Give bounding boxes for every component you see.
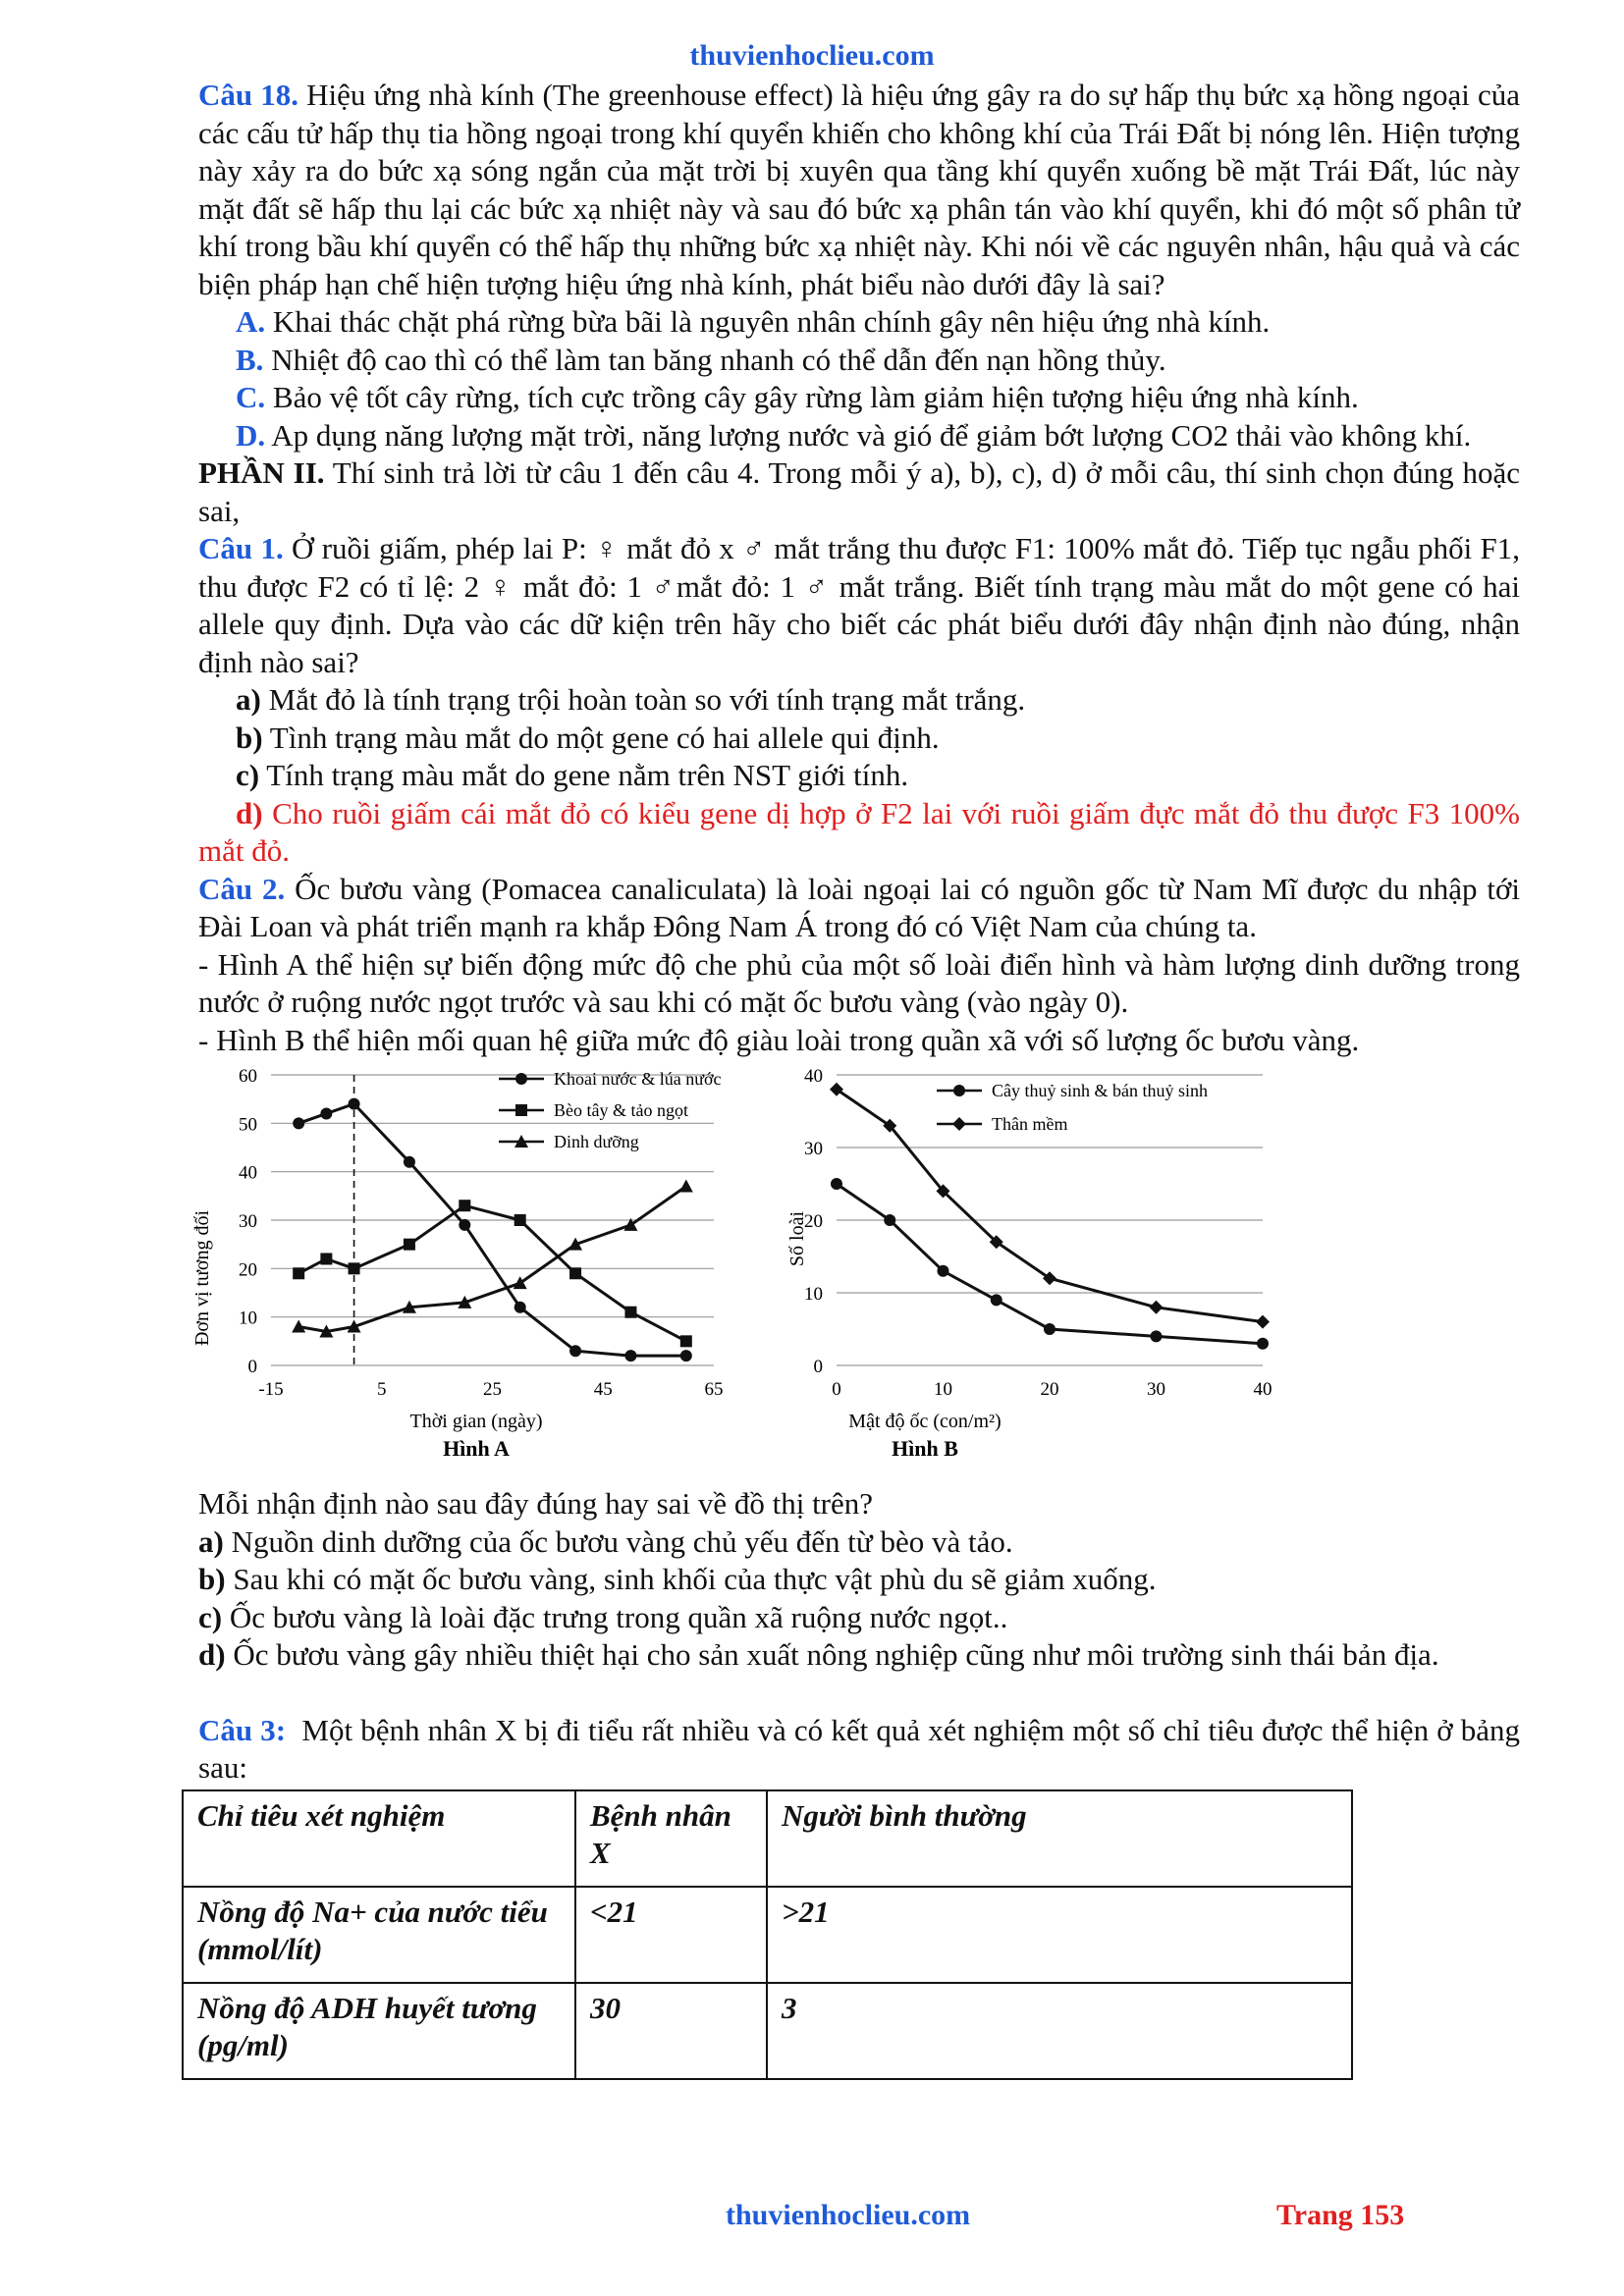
chart-a-ytick-label: 20 <box>239 1259 257 1281</box>
q18-option-d: D. Ap dụng năng lượng mặt trời, năng lượng nước và gió để giảm bớt lượng CO2 thải vào không khí. <box>236 417 1472 453</box>
chart-b-data-point <box>884 1214 895 1226</box>
table-header-row <box>183 1790 1352 1887</box>
chart-a-data-point <box>293 1117 304 1129</box>
chart-b-data-point <box>1256 1315 1270 1329</box>
table-header-cell: Chỉ tiêu xét nghiệm <box>183 1790 575 1887</box>
q2-item-d: d) Ốc bươu vàng gây nhiều thiệt hại cho sản xuất nông nghiệp cũng như môi trường sinh thái bản địa. <box>198 1637 1439 1672</box>
chart-a-ytick-label: 30 <box>239 1211 257 1232</box>
chart-a-caption: Hình A <box>443 1436 510 1461</box>
q18-option-c: C. Bảo vệ tốt cây rừng, tích cực trồng cây gây rừng làm giảm hiện tượng hiệu ứng nhà kính. <box>236 380 1359 414</box>
chart-a-legend-marker <box>515 1104 527 1116</box>
chart-a-data-point <box>320 1107 332 1119</box>
chart-a-ylabel: Đơn vị tương đối <box>191 1209 213 1347</box>
chart-hinh-a <box>187 1067 736 1479</box>
chart-a-data-point <box>349 1262 360 1274</box>
chart-a-data-point <box>404 1156 415 1168</box>
chart-b-data-point <box>1150 1301 1164 1314</box>
q1-stem: Câu 1. Ở ruồi giấm, phép lai P: ♀ mắt đỏ x ♂ mắt trắng thu được F1: 100% mắt đỏ. Tiếp tục ngẫu phối F1, thu được F2 có tỉ lệ: 2 ♀ mắt đỏ: 1 ♂mắt đỏ: 1 ♂ mắt trắng. Biết tính trạng màu mắt do một gene có hai allele quy định. Dựa vào các dữ kiện trên hãy cho biết các phát biểu dưới đây nhận định nào đúng, nhận định nào sai? <box>198 531 1520 679</box>
chart-b-xtick-label: 40 <box>1253 1379 1272 1400</box>
chart-b-xtick-label: 0 <box>832 1379 841 1400</box>
chart-b-legend-marker <box>952 1117 966 1131</box>
chart-a-ytick-label: 40 <box>239 1162 257 1184</box>
chart-a-data-point <box>624 1350 636 1362</box>
chart-b-data-point <box>1151 1330 1163 1342</box>
chart-b-series-line <box>837 1184 1263 1344</box>
chart-a-legend-label: Dinh dưỡng <box>554 1132 639 1151</box>
q1-item-d: d) Cho ruồi giấm cái mắt đỏ có kiểu gene dị hợp ở F2 lai với ruồi giấm đực mắt đỏ thu được F3 100% mắt đỏ. <box>198 795 1521 868</box>
chart-a-data-point <box>680 1350 692 1362</box>
chart-a-plot <box>239 1067 724 1400</box>
table-cell: 30 <box>575 1983 767 2079</box>
table-header-cell: Bệnh nhân X <box>575 1790 767 1887</box>
chart-b-ytick-label: 30 <box>804 1139 823 1159</box>
table-cell: Nồng độ ADH huyết tương (pg/ml) <box>183 1983 575 2079</box>
part2-heading: PHẦN II. Thí sinh trả lời từ câu 1 đến câu 4. Trong mỗi ý a), b), c), d) ở mỗi câu, thí sinh chọn đúng hoặc sai, <box>198 455 1520 528</box>
chart-a-data-point <box>679 1179 693 1192</box>
q18-option-a: A. Khai thác chặt phá rừng bừa bãi là nguyên nhân chính gây nên hiệu ứng nhà kính. <box>236 304 1271 339</box>
q1-item-a: a) Mắt đỏ là tính trạng trội hoàn toàn so với tính trạng mắt trắng. <box>236 682 1026 717</box>
chart-a-xtick-label: 25 <box>483 1379 502 1400</box>
q3-stem: Câu 3: Một bệnh nhân X bị đi tiểu rất nhiều và có kết quả xét nghiệm một số chỉ tiêu được thể hiện ở bảng sau: <box>198 1712 1521 1785</box>
chart-a-ytick-label: 10 <box>239 1308 257 1329</box>
chart-a-data-point <box>514 1214 526 1226</box>
chart-a-data-point <box>404 1239 415 1251</box>
chart-a-data-point <box>459 1200 470 1211</box>
q2-line-b: - Hình B thể hiện mối quan hệ giữa mức độ giàu loài trong quần xã với số lượng ốc bươu vàng. <box>198 1022 1360 1057</box>
q2-item-c: c) Ốc bươu vàng là loài đặc trưng trong quần xã ruộng nước ngọt.. <box>198 1599 1008 1634</box>
q2-stem: Câu 2. Ốc bươu vàng (Pomacea canaliculata) là loài ngoại lai có nguồn gốc từ Nam Mĩ được du nhập tới Đài Loan và phát triển mạnh ra khắp Đông Nam Á trong đó có Việt Nam của chúng ta. <box>198 871 1520 943</box>
chart-a-data-point <box>624 1307 636 1318</box>
chart-b-ytick-label: 0 <box>813 1357 823 1377</box>
chart-a-data-point <box>293 1267 304 1279</box>
chart-a-ytick-label: 0 <box>247 1357 257 1377</box>
chart-a-xtick-label: 45 <box>593 1379 613 1400</box>
q18-label: Câu 18. <box>198 78 298 112</box>
lab-results-table <box>182 1789 1353 2080</box>
chart-b-xtick-label: 10 <box>934 1379 952 1400</box>
chart-a-data-point <box>569 1345 581 1357</box>
q2-item-a: a) Nguồn dinh dưỡng của ốc bươu vàng chủ yếu đến từ bèo và tảo. <box>198 1523 1013 1559</box>
q18-stem: Câu 18. Hiệu ứng nhà kính (The greenhouse effect) là hiệu ứng gây ra do sự hấp thụ bức xạ hồng ngoại của các cấu tử hấp thụ tia hồng ngoại trong khí quyển khiến cho không khí của Trái Đất bị nóng lên. Hiện tượng này xảy ra do bức xạ sóng ngắn của mặt trời bị xuyên qua tầng khí quyển xuống bề mặt Trái Đất, lúc này mặt đất sẽ hấp thu lại các bức xạ nhiệt này và sau đó bức xạ phân tán vào khí quyển, khi đó một số phân tử khí trong bầu khí quyển có thể hấp thụ những bức xạ nhiệt này. Khi nói về các nguyên nhân, hậu quả và các biện pháp hạn chế hiện tượng hiệu ứng nhà kính, phát biểu nào dưới đây là sai? <box>198 78 1520 301</box>
chart-b-legend-label: Cây thuỷ sinh & bán thuỷ sinh <box>992 1081 1208 1100</box>
q1-label: Câu 1. <box>198 531 284 565</box>
chart-b-ytick-label: 10 <box>804 1284 823 1305</box>
chart-a-data-point <box>569 1267 581 1279</box>
page-number: Trang 153 <box>1276 2199 1405 2231</box>
chart-a-data-point <box>459 1219 470 1231</box>
part2-label: PHẦN II. <box>198 455 325 490</box>
chart-b-xlabel: Mật độ ốc (con/m²) <box>848 1411 1001 1432</box>
chart-a-legend-marker <box>515 1073 527 1085</box>
q2-item-b: b) Sau khi có mặt ốc bươu vàng, sinh khối của thực vật phù du sẽ giảm xuống. <box>198 1562 1157 1596</box>
chart-b-data-point <box>1044 1323 1056 1335</box>
chart-a-xtick-label: 65 <box>704 1379 724 1400</box>
chart-b-data-point <box>991 1294 1002 1306</box>
chart-b-ylabel: Số loài <box>786 1210 808 1267</box>
chart-b-xtick-label: 20 <box>1040 1379 1059 1400</box>
chart-a-data-point <box>514 1302 526 1313</box>
chart-b-data-point <box>831 1178 842 1190</box>
footer-site: thuvienhoclieu.com <box>726 2199 971 2231</box>
chart-b-data-point <box>1257 1338 1269 1350</box>
chart-hinh-b <box>778 1067 1327 1479</box>
chart-a-legend-label: Khoai nước & lúa nước <box>554 1069 722 1089</box>
chart-b-legend-label: Thân mềm <box>992 1114 1068 1134</box>
table-cell: Nồng độ Na+ của nước tiểu (mmol/lít) <box>183 1887 575 1983</box>
chart-b-caption: Hình B <box>892 1436 958 1461</box>
q1-item-c: c) Tính trạng màu mắt do gene nằm trên NST giới tính. <box>236 758 909 792</box>
chart-a-ytick-label: 50 <box>239 1114 257 1136</box>
q2-label: Câu 2. <box>198 871 286 906</box>
content <box>191 77 1521 2080</box>
chart-a-data-point <box>680 1335 692 1347</box>
chart-b-plot <box>804 1067 1272 1400</box>
table-cell: <21 <box>575 1887 767 1983</box>
q2-question: Mỗi nhận định nào sau đây đúng hay sai về đồ thị trên? <box>198 1486 874 1521</box>
q18-option-b: B. Nhiệt độ cao thì có thể làm tan băng nhanh có thể dẫn đến nạn hồng thủy. <box>236 342 1166 377</box>
q1-item-b: b) Tình trạng màu mắt do một gene có hai allele qui định. <box>236 720 940 755</box>
table-cell: 3 <box>767 1983 1352 2079</box>
chart-a-data-point <box>349 1098 360 1110</box>
table-row <box>183 1983 1352 2079</box>
q2-line-a: - Hình A thể hiện sự biến động mức độ che phủ của một số loài điển hình và hàm lượng dinh dưỡng trong nước ở ruộng nước ngọt trước và sau khi có mặt ốc bươu vàng (vào ngày 0). <box>198 946 1520 1019</box>
chart-b-ytick-label: 20 <box>804 1211 823 1232</box>
table-header-cell: Người bình thường <box>767 1790 1352 1887</box>
chart-b-ytick-label: 40 <box>804 1067 823 1087</box>
table-row <box>183 1887 1352 1983</box>
chart-a-ytick-label: 60 <box>239 1067 257 1087</box>
chart-a-data-point <box>320 1253 332 1264</box>
chart-b-legend-marker <box>953 1085 965 1096</box>
q3-label: Câu 3: <box>198 1712 287 1747</box>
chart-a-xlabel: Thời gian (ngày) <box>409 1411 543 1432</box>
chart-b-data-point <box>938 1265 949 1277</box>
footer <box>0 2199 1624 2238</box>
chart-b-xtick-label: 30 <box>1147 1379 1165 1400</box>
chart-a-legend-label: Bèo tây & tảo ngọt <box>554 1100 688 1120</box>
chart-a-xtick-label: -15 <box>258 1379 284 1400</box>
table-cell: >21 <box>767 1887 1352 1983</box>
charts-row <box>191 1067 1520 1479</box>
chart-a-xtick-label: 5 <box>377 1379 387 1400</box>
header-site: thuvienhoclieu.com <box>689 39 935 72</box>
